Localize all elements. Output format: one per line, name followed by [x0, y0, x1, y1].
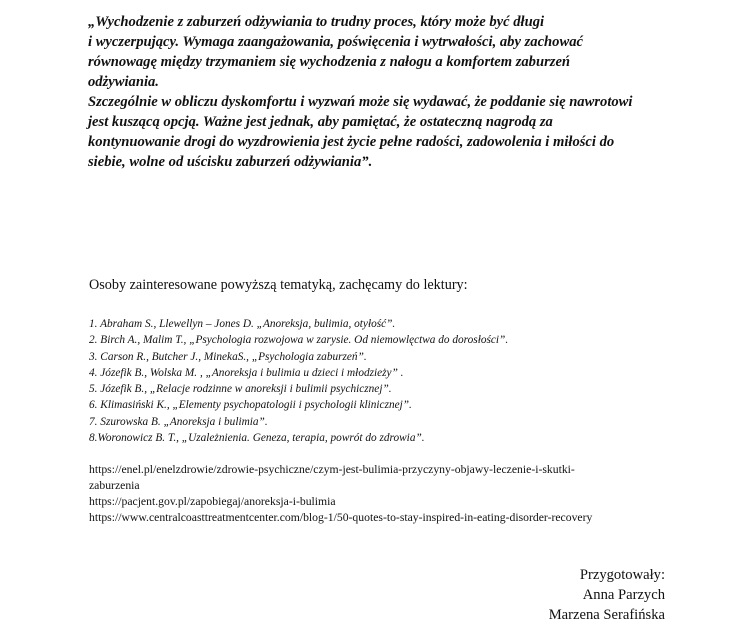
bibliography-item: 7. Szurowska B. „Anoreksja i bulimia”.: [89, 415, 268, 428]
bibliography-item: 8.Woronowicz B. T., „Uzależnienia. Geneza, terapia, powrót do zdrowia”.: [89, 432, 425, 445]
quote-line: równowagę między trzymaniem się wychodzenia z nałogu a komfortem zaburzeń: [88, 54, 571, 70]
author-name: Anna Parzych: [582, 587, 665, 603]
signature-label: Przygotowały:: [579, 567, 665, 583]
author-name: Marzena Serafińska: [548, 607, 665, 623]
source-link[interactable]: https://enel.pl/enelzdrowie/zdrowie-psychiczne/czym-jest-bulimia-przyczyny-objawy-leczenie-i-skutki-: [89, 463, 575, 476]
quote-line: „Wychodzenie z zaburzeń odżywiania to trudny proces, który może być długi: [88, 14, 545, 30]
bibliography-item: 6. Klimasiński K., „Elementy psychopatologii i psychologii klinicznej”.: [89, 399, 412, 412]
quote-line: siebie, wolne od uścisku zaburzeń odżywiania”.: [88, 154, 373, 170]
bibliography-item: 3. Carson R., Butcher J., MinekaS., „Psychologia zaburzeń”.: [89, 350, 367, 363]
bibliography-list: [89, 316, 508, 446]
bibliography-item: 4. Józefik B., Wolska M. , „Anoreksja i bulimia u dzieci i młodzieży” .: [89, 366, 404, 379]
bibliography-item: 1. Abraham S., Llewellyn – Jones D. „Anoreksja, bulimia, otyłość”.: [89, 318, 396, 330]
bibliography-item: 5. Józefik B., „Relacje rodzinne w anoreksji i bulimii psychicznej”.: [89, 383, 392, 396]
source-link-continuation[interactable]: zaburzenia: [89, 479, 140, 492]
source-link[interactable]: https://pacjent.gov.pl/zapobiegaj/anoreksja-i-bulimia: [89, 495, 336, 508]
quote-block: [88, 12, 708, 172]
quote-line: Szczególnie w obliczu dyskomfortu i wyzwań może się wydawać, że poddanie się nawrotowi: [88, 94, 633, 110]
quote-line: kontynuowanie drogi do wyzdrowienia jest życie pełne radości, zadowolenia i miłości do: [88, 134, 615, 150]
source-links: [89, 462, 592, 526]
reading-intro: Osoby zainteresowane powyższą tematyką, zachęcamy do lektury:: [89, 277, 468, 293]
bibliography-item: 2. Birch A., Malim T., „Psychologia rozwojowa w zarysie. Od niemowlęctwa do dorosłości”.: [89, 334, 509, 347]
source-link[interactable]: https://www.centralcoasttreatmentcenter.com/blog-1/50-quotes-to-stay-inspired-in-eating-disorder-recovery: [89, 511, 593, 524]
quote-line: i wyczerpujący. Wymaga zaangażowania, poświęcenia i wytrwałości, aby zachować: [88, 34, 583, 50]
quote-line: jest kuszącą opcją. Ważne jest jednak, aby pamiętać, że ostateczną nagrodą za: [88, 114, 553, 130]
quote-line: odżywiania.: [88, 74, 159, 90]
signature-block: [549, 565, 665, 625]
